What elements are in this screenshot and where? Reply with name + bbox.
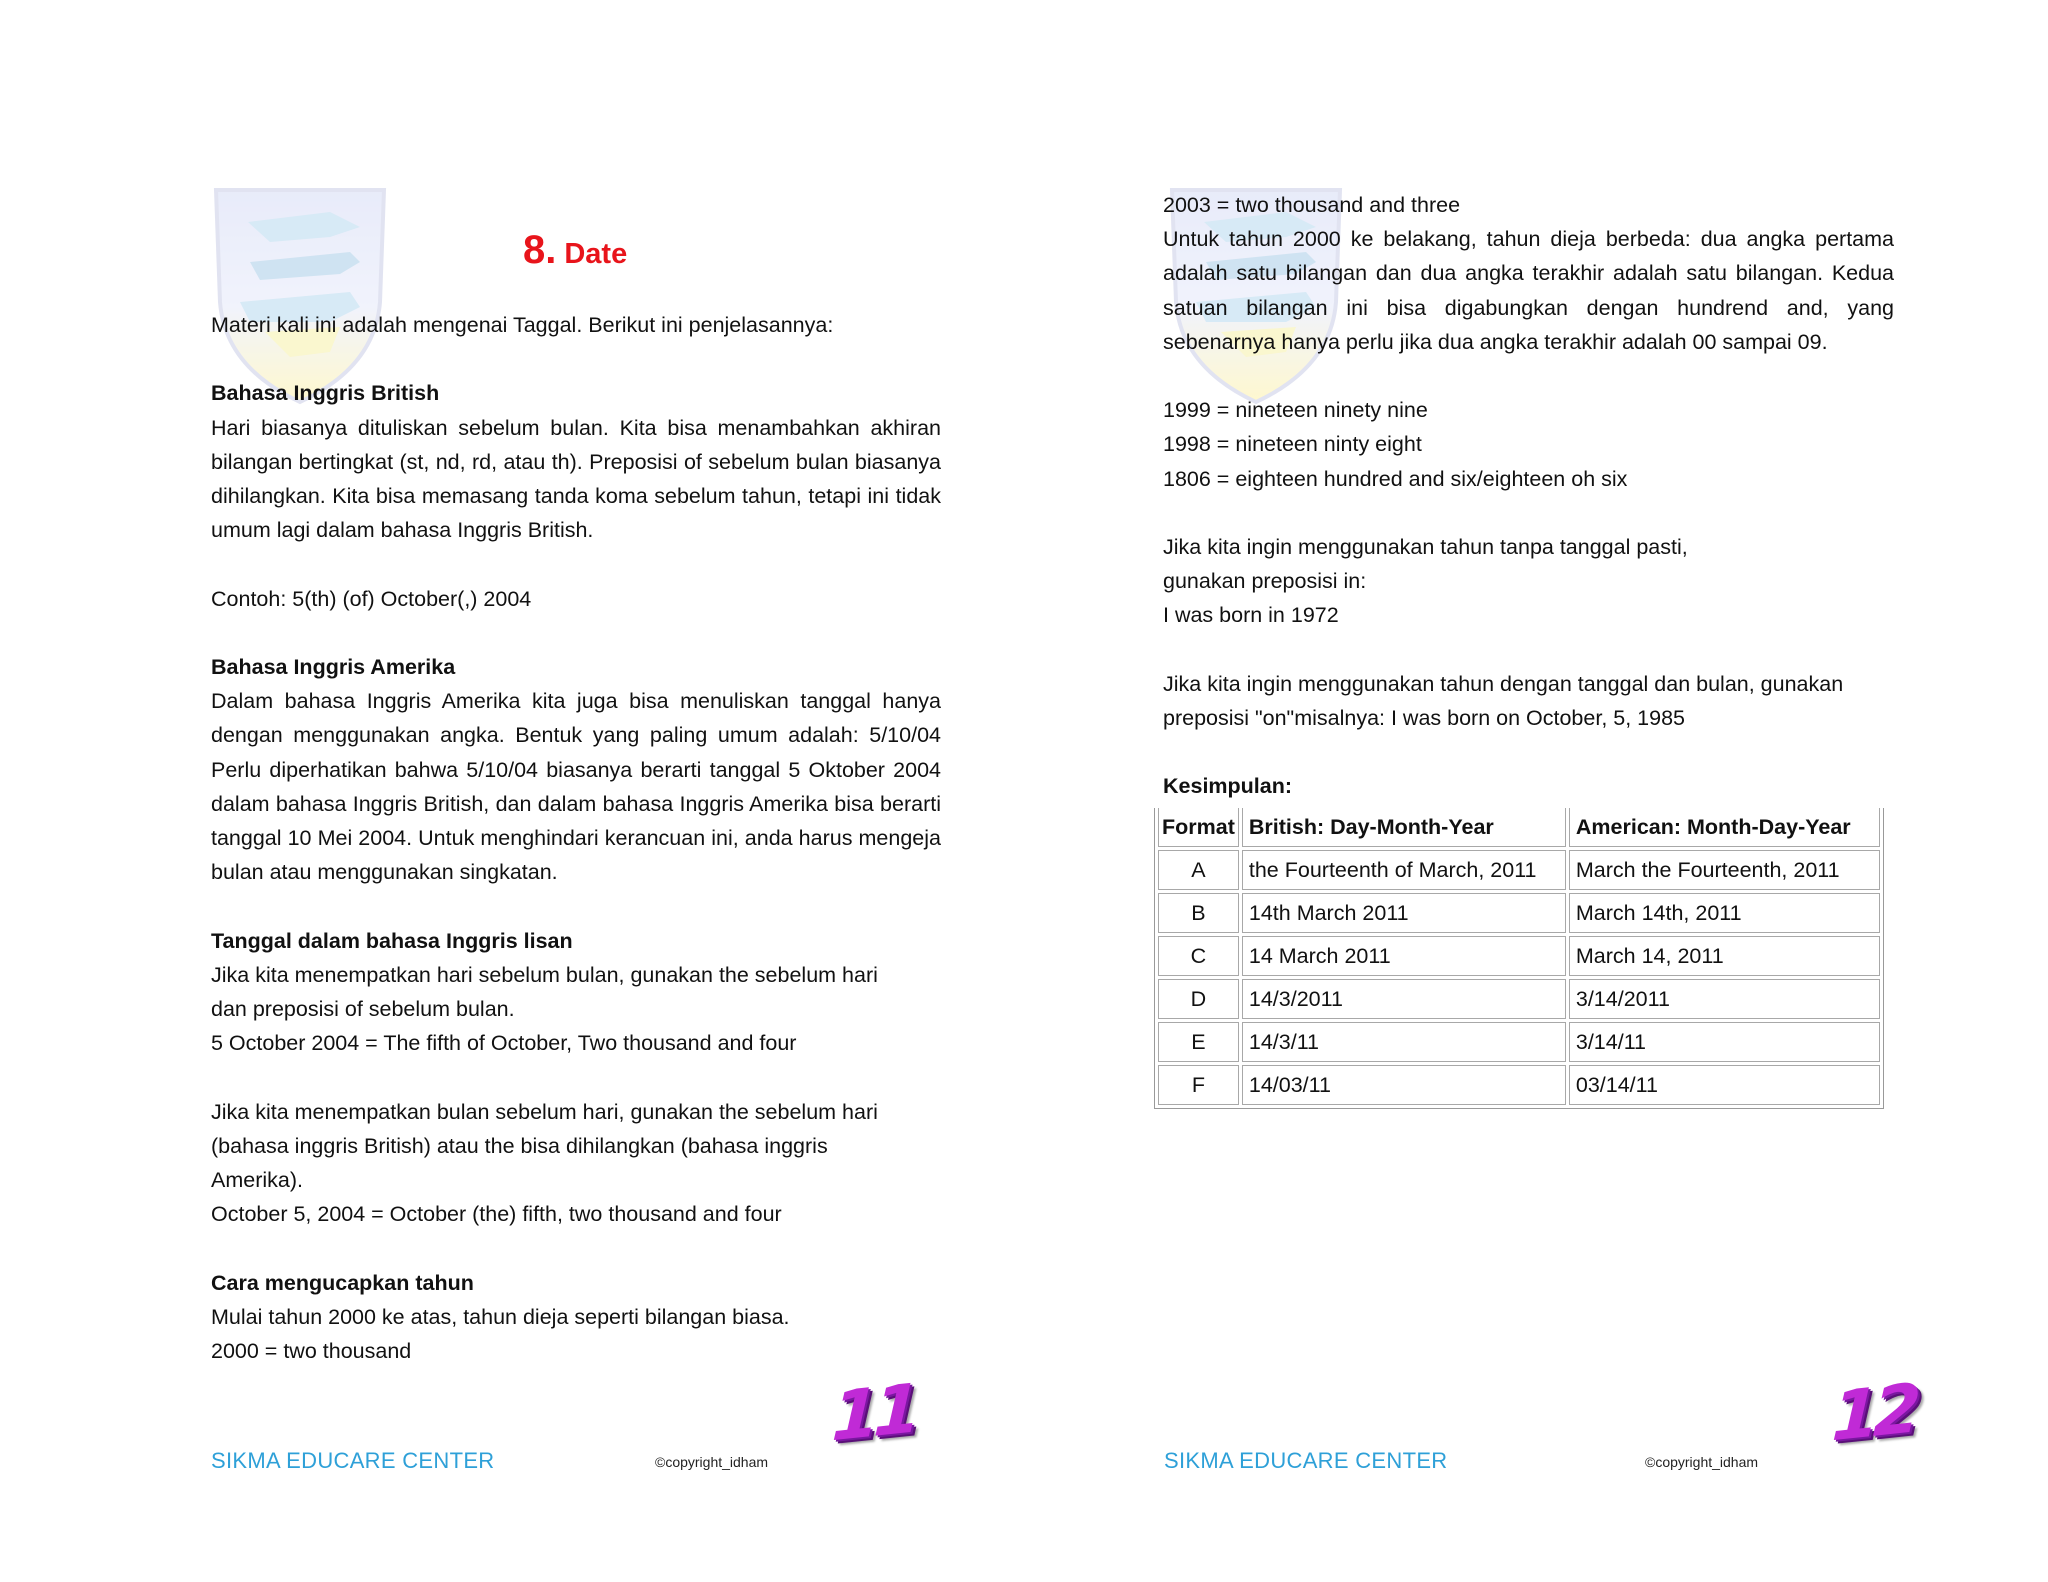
spoken-line: Jika kita menempatkan bulan sebelum hari, gunakan the sebelum hari (211, 1099, 878, 1124)
spoken-line: (bahasa inggris British) atau the bisa dihilangkan (bahasa inggris (211, 1133, 828, 1158)
table-cell: E (1158, 1022, 1239, 1062)
table-cell: March 14, 2011 (1569, 936, 1880, 976)
in-example: I was born in 1972 (1163, 603, 1339, 628)
british-heading: Bahasa Inggris British (211, 381, 440, 406)
table-header: Format (1158, 808, 1239, 847)
table-cell: 3/14/2011 (1569, 979, 1880, 1019)
table-row (1158, 936, 1880, 976)
american-paragraph: Dalam bahasa Inggris Amerika kita juga bisa menuliskan tanggal hanya dengan menggunakan angka. Bentuk yang paling umum adalah: 5/10/04 Perlu diperhatikan bahwa 5/10/04 biasanya berarti tanggal 5 Oktober 2004 dalam bahasa Inggris British, dan dalam bahasa Inggris Amerika bisa berarti tanggal 10 Mei 2004. Untuk menghindari kerancuan ini, anda harus mengeja bulan atau menggunakan singkatan. (211, 689, 941, 885)
table-header-row (1158, 808, 1880, 847)
footer-copyright: ©copyright_idham (1645, 1454, 1759, 1470)
table-cell: 14th March 2011 (1242, 893, 1566, 933)
table-header: American: Month-Day-Year (1569, 808, 1880, 847)
on-paragraph: Jika kita ingin menggunakan tahun dengan tanggal dan bulan, gunakan preposisi "on"misalnya: I was born on October, 5, 1985 (1163, 671, 1844, 730)
summary-heading: Kesimpulan: (1163, 774, 1293, 799)
table-cell: March the Fourteenth, 2011 (1569, 850, 1880, 890)
summary-table-wrapper (1154, 808, 1884, 1109)
table-cell: 14 March 2011 (1242, 936, 1566, 976)
spoken-example: 5 October 2004 = The fifth of October, Two thousand and four (211, 1031, 797, 1056)
table-cell: 03/14/11 (1569, 1065, 1880, 1105)
right-page (1024, 0, 2048, 1582)
spoken-example: October 5, 2004 = October (the) fifth, two thousand and four (211, 1202, 782, 1227)
table-cell: D (1158, 979, 1239, 1019)
year-heading: Cara mengucapkan tahun (211, 1270, 474, 1295)
table-header: British: Day-Month-Year (1242, 808, 1566, 847)
spoken-line: Amerika). (211, 1168, 303, 1192)
title-word: Date (564, 238, 628, 270)
table-cell: 14/3/2011 (1242, 979, 1566, 1019)
page-title (523, 228, 627, 273)
year-example: 1998 = nineteen ninty eight (1163, 432, 1422, 457)
table-cell: the Fourteenth of March, 2011 (1242, 850, 1566, 890)
year-line: 2003 = two thousand and three (1163, 193, 1461, 217)
page-number: 12 (1830, 1369, 1917, 1458)
year-example: 1806 = eighteen hundred and six/eighteen oh six (1163, 466, 1628, 491)
table-row (1158, 1022, 1880, 1062)
table-cell: C (1158, 936, 1239, 976)
american-heading: Bahasa Inggris Amerika (211, 654, 456, 679)
in-line: Jika kita ingin menggunakan tahun tanpa tanggal pasti, (1163, 535, 1688, 559)
footer-copyright: ©copyright_idham (655, 1454, 769, 1470)
table-row (1158, 893, 1880, 933)
table-cell: 14/3/11 (1242, 1022, 1566, 1062)
table-row (1158, 850, 1880, 890)
spoken-line: Jika kita menempatkan hari sebelum bulan, gunakan the sebelum hari (211, 962, 878, 987)
british-example: Contoh: 5(th) (of) October(,) 2004 (211, 586, 532, 611)
table-cell: F (1158, 1065, 1239, 1105)
table-cell: A (1158, 850, 1239, 890)
title-number: 8. (523, 228, 557, 272)
table-cell: 3/14/11 (1569, 1022, 1880, 1062)
british-paragraph: Hari biasanya dituliskan sebelum bulan. Kita bisa menambahkan akhiran bilangan bertingkat (st, nd, rd, atau th). Preposisi of sebelum bulan biasanya dihilangkan. Kita bisa memasang tanda koma sebelum tahun, tetapi ini tidak umum lagi dalam bahasa Inggris British. (211, 415, 941, 543)
page-number: 11 (830, 1369, 917, 1458)
footer-brand: SIKMA EDUCARE CENTER (211, 1448, 495, 1473)
year-line: 2000 = two thousand (211, 1339, 412, 1363)
intro-paragraph: Materi kali ini adalah mengenai Taggal. Berikut ini penjelasannya: (211, 313, 834, 337)
table-cell: March 14th, 2011 (1569, 893, 1880, 933)
left-column (211, 308, 941, 1368)
table-row (1158, 979, 1880, 1019)
summary-table (1155, 805, 1883, 1108)
year-paragraph: Untuk tahun 2000 ke belakang, tahun dieja berbeda: dua angka pertama adalah satu bilangan dan dua angka terakhir adalah satu bilangan. Kedua satuan bilangan ini bisa digabungkan dengan hundrend and, yang sebenarnya hanya perlu jika dua angka terakhir adalah 00 sampai 09. (1163, 227, 1894, 354)
table-cell: 14/03/11 (1242, 1065, 1566, 1105)
year-line: Mulai tahun 2000 ke atas, tahun dieja seperti bilangan biasa. (211, 1304, 790, 1329)
footer-brand: SIKMA EDUCARE CENTER (1164, 1448, 1448, 1473)
table-row (1158, 1065, 1880, 1105)
in-line: gunakan preposisi in: (1163, 569, 1367, 594)
table-cell: B (1158, 893, 1239, 933)
spoken-heading: Tanggal dalam bahasa Inggris lisan (211, 928, 573, 953)
spoken-line: dan preposisi of sebelum bulan. (211, 997, 515, 1021)
right-column (1163, 188, 1894, 804)
year-example: 1999 = nineteen ninety nine (1163, 398, 1428, 423)
